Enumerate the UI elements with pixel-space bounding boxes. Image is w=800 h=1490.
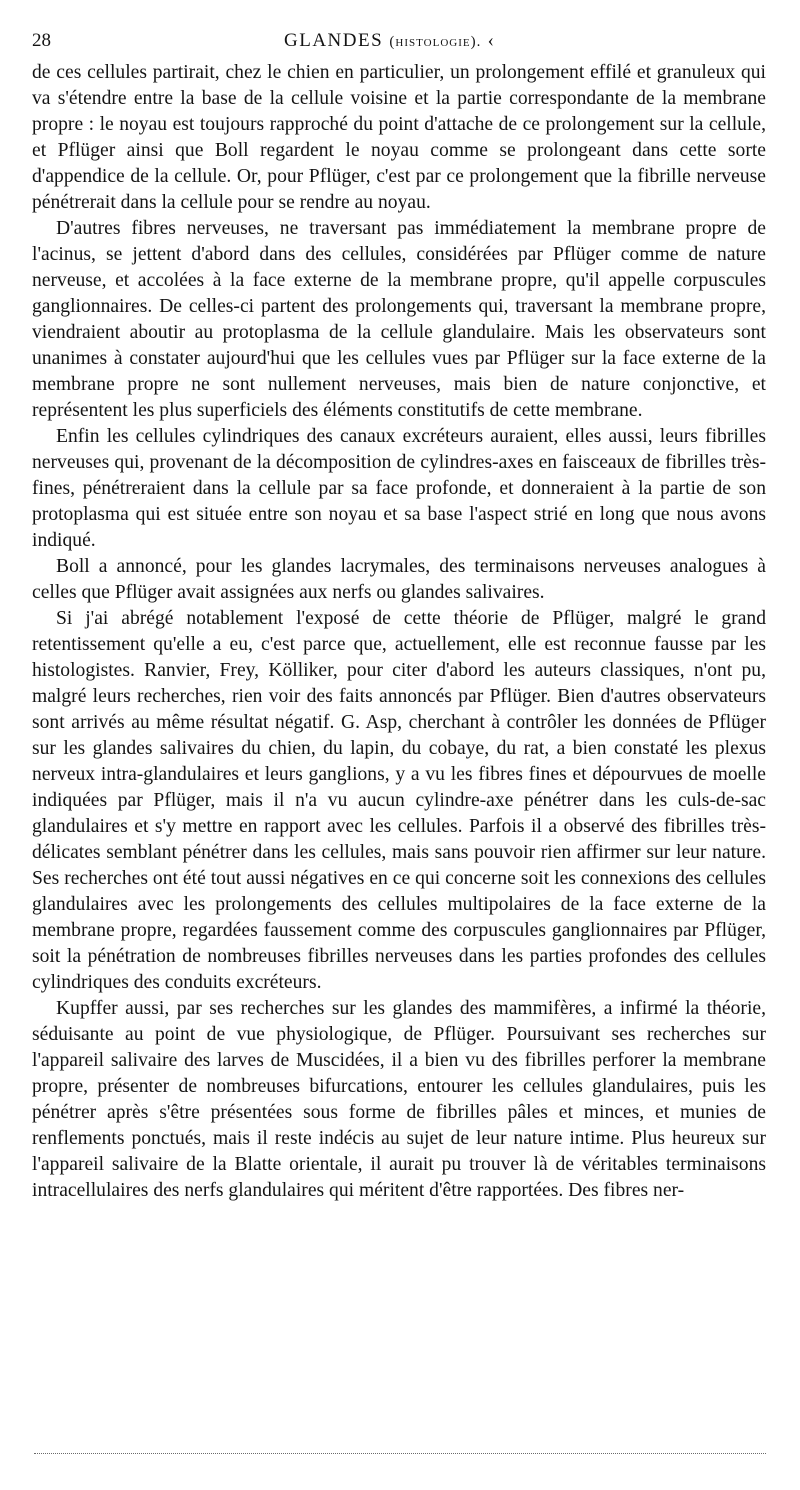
paragraph: Enfin les cellules cylindriques des canaux excréteurs auraient, elles aussi, leurs fibrilles nerveuses qui, provenant de la décomposition de cylindres-axes en faisceaux de fibrilles très-fines, pénétreraient dans la cellule par sa face profonde, et donneraient à la partie de son protoplasma qui est située entre son noyau et sa base l'aspect strié en long que nous avons indiqué. <box>32 426 766 551</box>
page-header <box>32 28 766 54</box>
running-head-title: GLANDES <box>284 30 384 51</box>
paragraph: Boll a annoncé, pour les glandes lacrymales, des terminaisons nerveuses analogues à celles que Pflüger avait assignées aux nerfs ou glandes salivaires. <box>32 556 766 603</box>
body-text <box>32 60 766 1204</box>
paragraph: D'autres fibres nerveuses, ne traversant pas immédiatement la membrane propre de l'acinus, se jettent d'abord dans des cellules, considérées par Pflüger comme de nature nerveuse, et accolées à la face externe de la membrane propre, qu'il appelle corpuscules ganglionnaires. De celles-ci partent des prolongements qui, traversant la membrane propre, viendraient aboutir au protoplasma de la cellule glandulaire. Mais les observateurs sont unanimes à constater aujourd'hui que les cellules vues par Pflüger sur la face externe de la membrane propre ne sont nullement nerveuses, mais bien de nature conjonctive, et représentent les plus superficiels des éléments constitutifs de cette membrane. <box>32 218 766 421</box>
running-head-subtitle: (histologie). <box>389 34 482 50</box>
paragraph-continued: de ces cellules partirait, chez le chien en particulier, un prolongement effilé et granuleux qui va s'étendre entre la base de la cellule voisine et la partie correspondante de la membrane propre : le noyau est toujours rapproché du point d'attache de ce prolongement sur la cellule, et Pflüger ainsi que Boll regardent le noyau comme se prolongeant dans cette sorte d'appendice de la cellule. Or, pour Pflüger, c'est par ce prolongement que la fibrille nerveuse pénétrerait dans la cellule pour se rendre au noyau. <box>32 62 766 213</box>
book-page <box>32 28 766 1204</box>
paragraph: Si j'ai abrégé notablement l'exposé de cette théorie de Pflüger, malgré le grand retentissement qu'elle a eu, c'est parce que, actuellement, elle est reconnue fausse par les histologistes. Ranvier, Frey, Kölliker, pour citer d'abord les auteurs classiques, n'ont pu, malgré leurs recherches, rien voir des faits annoncés par Pflüger. Bien d'autres observateurs sont arrivés au même résultat négatif. G. Asp, cherchant à contrôler les données de Pflüger sur les glandes salivaires du chien, du lapin, du cobaye, du rat, a bien constaté les plexus nerveux intra-glandulaires et leurs ganglions, y a vu les fibres fines et dépourvues de moelle indiquées par Pflüger, mais il n'a vu aucun cylindre-axe pénétrer dans les culs-de-sac glandulaires et s'y mettre en rapport avec les cellules. Parfois il a observé des fibrilles très-délicates semblant pénétrer dans les cellules, mais sans pouvoir rien affirmer sur leur nature. Ses recherches ont été tout aussi négatives en ce qui concerne soit les connexions des cellules glandulaires avec les prolongements des cellules multipolaires de la face externe de la membrane propre, regardées faussement comme des corpuscules ganglionnaires par Pflüger, soit la pénétration de nombreuses fibrilles nerveuses dans les parties profondes des cellules cylindriques des conduits excréteurs. <box>32 608 766 993</box>
running-head <box>284 28 495 55</box>
footer-dotted-rule <box>34 1453 766 1454</box>
paragraph: Kupffer aussi, par ses recherches sur les glandes des mammifères, a infirmé la théorie, séduisante au point de vue physiologique, de Pflüger. Poursuivant ses recherches sur l'appareil salivaire des larves de Muscidées, il a bien vu des fibrilles perforer la membrane propre, présenter de nombreuses bifurcations, entourer les cellules glandulaires, puis les pénétrer après s'être présentées sous forme de fibrilles pâles et minces, et munies de renflements ponctués, mais il reste indécis au sujet de leur nature intime. Plus heureux sur l'appareil salivaire de la Blatte orientale, il aurait pu trouver là de véritables terminaisons intracellulaires des nerfs glandulaires qui méritent d'être rapportées. Des fibres ner- <box>32 998 766 1201</box>
page-number: 28 <box>32 30 51 51</box>
running-head-mark: ‹ <box>487 30 496 51</box>
